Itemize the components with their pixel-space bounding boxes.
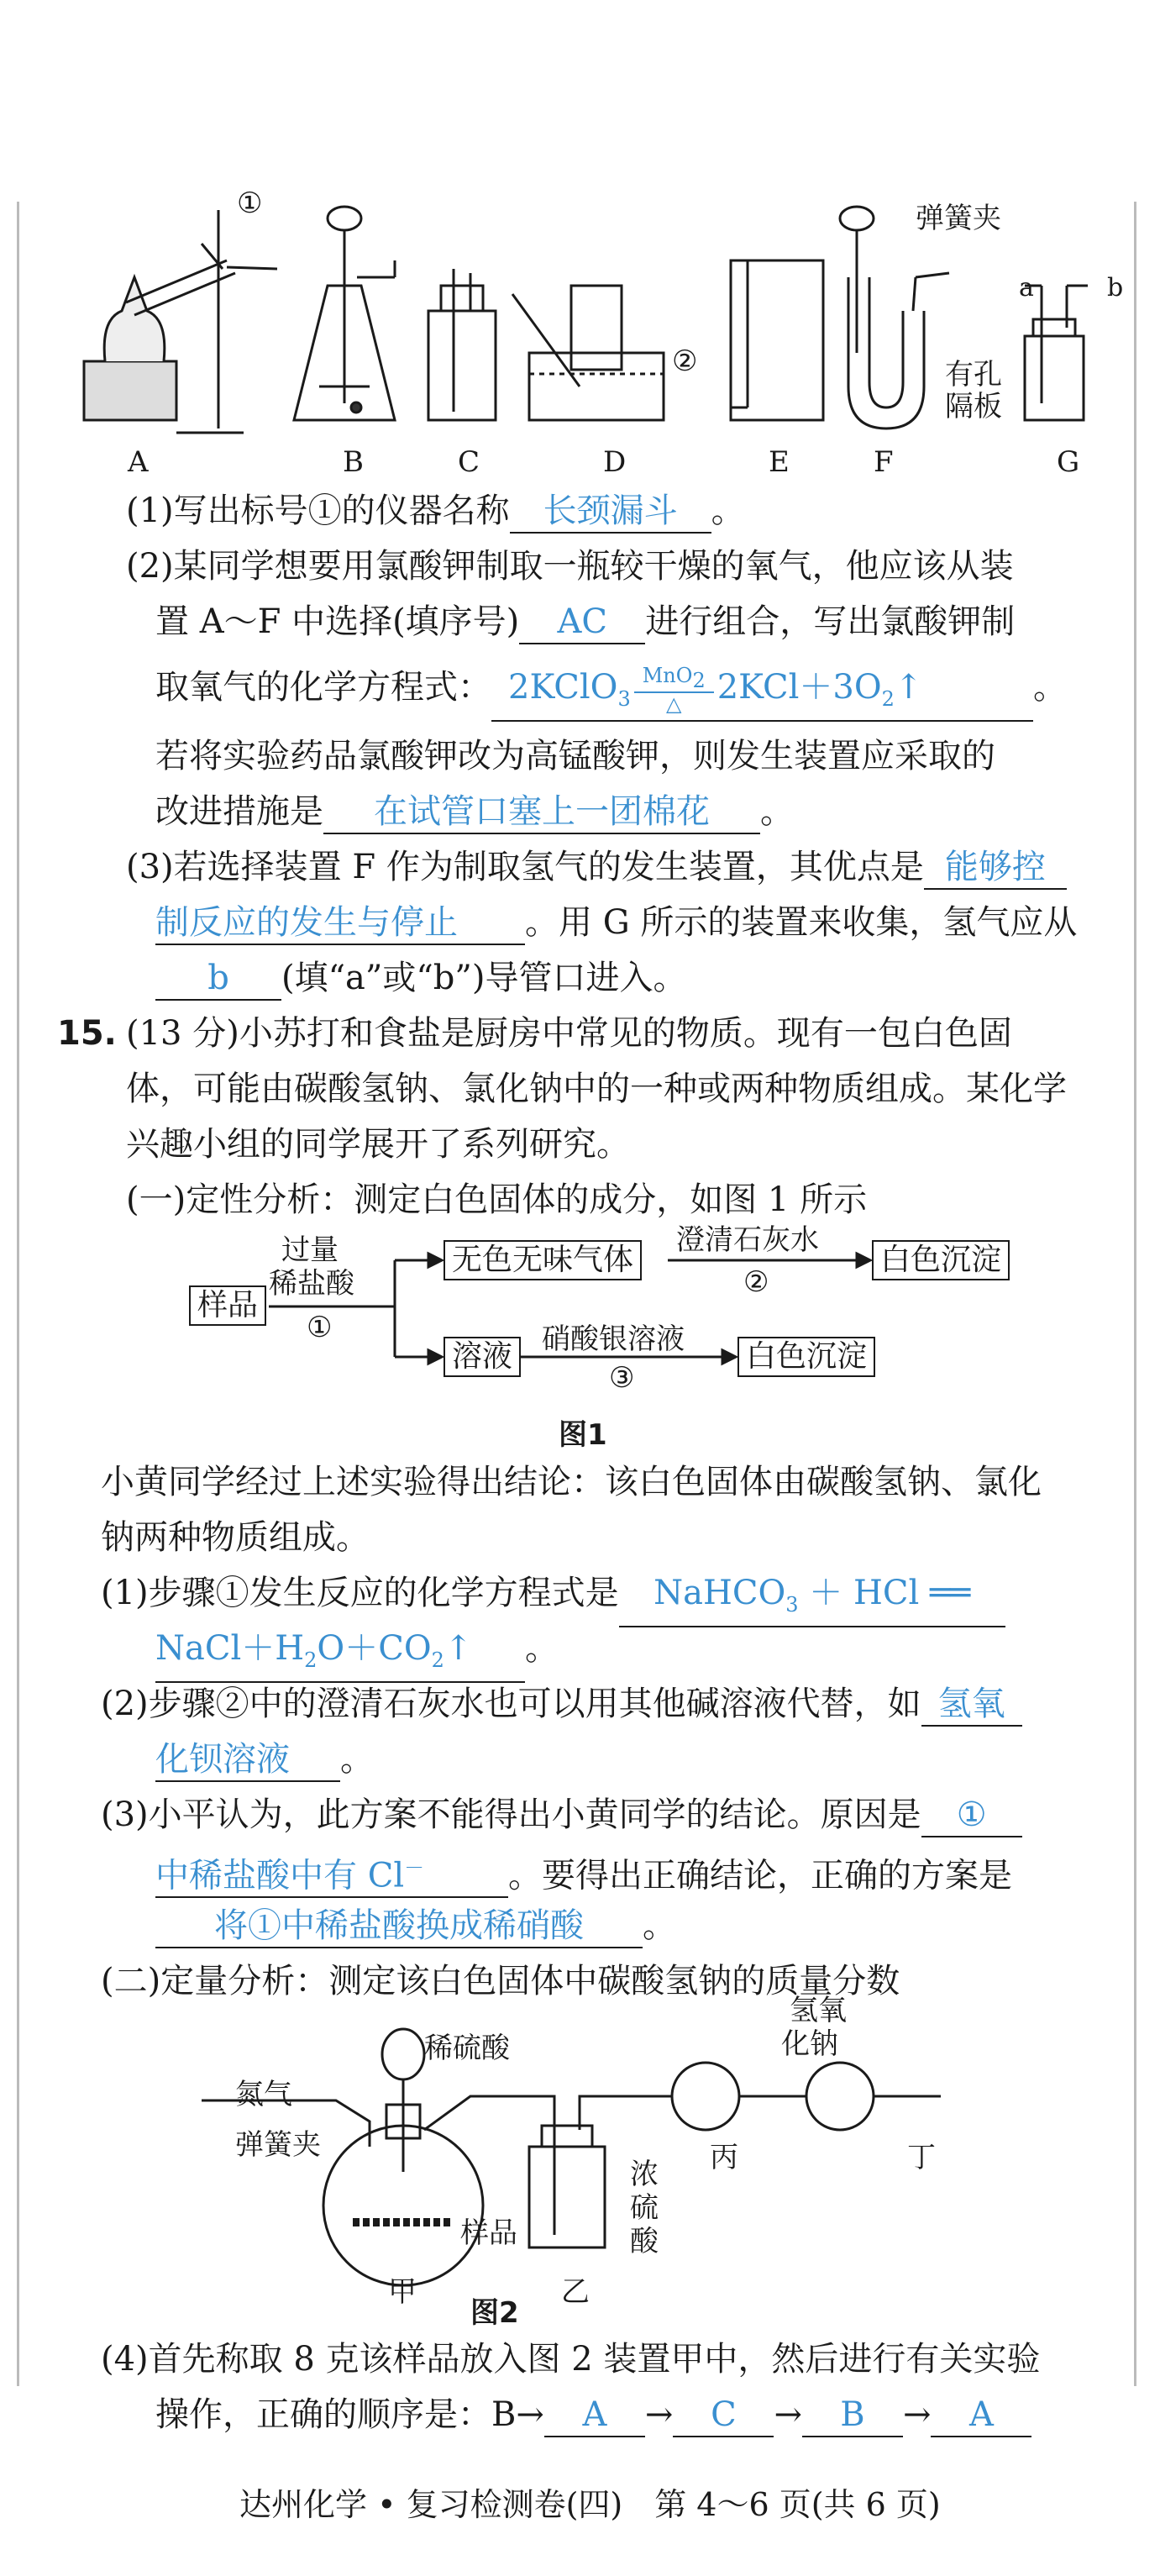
s4-line-1: (4)首先称取 8 克该样品放入图 2 装置甲中，然后进行有关实验 [101,2340,1041,2379]
label-a: A [128,445,149,479]
s1-answer-1: NaHCO$_3$ ＋ HCl ══ [619,1572,1005,1627]
fig2-tube-bing [638,2063,806,2130]
s3-line-1: (3)小平认为，此方案不能得出小黄同学的结论。原因是 ① [101,1791,1022,1838]
q3-line-2: 制反应的发生与停止 。用 G 所示的装置来收集，氢气应从 [155,899,1077,946]
fig2-yi: 乙 [561,2275,590,2309]
s3-answer-1: ① [921,1794,1022,1837]
fig2-bing: 丙 [710,2141,738,2174]
s2-line-2: 化钡溶液 。 [155,1736,374,1783]
fig2-spring-clip: 弹簧夹 [235,2128,321,2162]
callout-porous-1: 有孔 [945,358,1002,392]
q2-line-1: (2)某同学想要用氯酸钾制取一瓶较干燥的氧气，他应该从装 [126,547,1014,586]
label-d: D [603,445,627,479]
q15-line-3: 兴趣小组的同学展开了系列研究。 [126,1125,630,1164]
fig1-gas-box: 无色无味气体 [444,1240,642,1280]
q2-answer-1: AC [519,601,645,644]
s4-answer-3: B [802,2394,903,2437]
fig1-solution-box: 溶液 [444,1337,521,1377]
s1-line-1: (1)步骤①发生反应的化学方程式是 NaHCO$_3$ ＋ HCl ══ [101,1569,1005,1627]
q2-answer-2: 在试管口塞上一团棉花 [323,791,760,834]
fig1-reagent-1b: 稀盐酸 [269,1267,354,1301]
fig2-caption: 图2 [470,2296,519,2330]
fig2-tube-ding [806,2063,941,2130]
q15-line-2: 体，可能由碳酸氢钠、氯化钠中的一种或两种物质组成。某化学 [126,1070,1067,1108]
conclusion-line-2: 钠两种物质组成。 [101,1518,370,1557]
fig2-naoh-2: 化钠 [781,2027,838,2061]
q2-line-2: 置 A～F 中选择(填序号) AC 进行组合，写出氯酸钾制 [155,598,1015,645]
q2-line-5: 改进措施是 在试管口塞上一团棉花 。 [155,788,794,835]
fig1-step-1: ① [307,1311,333,1344]
fig2-acid: 稀硫酸 [424,2032,510,2065]
fig2-naoh-1: 氢氧 [790,1994,847,2027]
q3-line-1: (3)若选择装置 F 作为制取氢气的发生装置，其优点是 能够控 [126,844,1067,891]
s3-answer-2: 中稀盐酸中有 Cl－ [155,1847,508,1898]
fig1-reagent-3: 硝酸银溶液 [542,1322,685,1356]
fig1-reagent-2: 澄清石灰水 [676,1223,819,1257]
fig1-sample-box: 样品 [189,1285,266,1326]
page-footer: 达州化学 • 复习检测卷(四) 第 4～6 页(共 6 页) [239,2486,941,2523]
s2-line-1: (2)步骤②中的澄清石灰水也可以用其他碱溶液代替，如 氢氧 [101,1680,1022,1727]
s1-answer-2: $NaCl+H_2O+CO_2↑$ [155,1627,525,1683]
callout-porous-2: 隔板 [945,390,1002,423]
fig1-step-2: ② [743,1265,769,1299]
fig1-precip-box-1: 白色沉淀 [872,1240,1010,1280]
q15-line-1: (13 分)小苏打和食盐是厨房中常见的物质。现有一包白色固 [126,1014,1012,1053]
label-f: F [874,445,894,479]
s4-answer-4: A [931,2394,1031,2437]
callout-marker-1: ① [237,187,263,220]
fig1-reagent-1a: 过量 [281,1233,339,1267]
fig2-sample: 样品 [460,2216,517,2250]
s4-line-2: 操作，正确的顺序是：B→ A → C → B → A [155,2391,1031,2438]
fig2-conc-1: 浓 [630,2158,659,2191]
q1-line: (1)写出标号①的仪器名称 长颈漏斗 。 [126,487,745,534]
callout-port-b: b [1107,273,1124,302]
s1-line-2: $NaCl+H_2O+CO_2↑$ 。 [155,1625,559,1683]
q3-answer-1a: 能够控 [924,846,1067,890]
q3-line-3: b (填“a”或“b”)导管口进入。 [155,954,686,1001]
fig2-nitrogen: 氮气 [235,2078,292,2111]
q2-line-3: 取氧气的化学方程式： 2KClO$_3$ $\frac{MnO_2}{\triangle}$ $2KCl+3O_2↑$ 。 [155,664,1067,722]
fig1-precip-box-2: 白色沉淀 [737,1337,875,1377]
q3-answer-2: b [155,957,281,1001]
s3-answer-3: 将①中稀盐酸换成稀硝酸 [155,1905,643,1948]
fig1-step-3: ③ [609,1361,635,1395]
fig2-conc-3: 酸 [630,2225,659,2258]
callout-port-a: a [1019,273,1034,302]
label-c: C [458,445,480,479]
q2-equation: 2KClO$_3$ $\frac{MnO_2}{\triangle}$ $2KCl+3O_2↑$ [491,665,1033,722]
conclusion-line-1: 小黄同学经过上述实验得出结论：该白色固体由碳酸氢钠、氯化 [101,1463,1042,1501]
s2-answer-2: 化钡溶液 [155,1738,340,1782]
s4-answer-1: A [544,2394,645,2437]
label-e: E [769,445,790,479]
q1-answer: 长颈漏斗 [510,490,711,534]
fig1-caption: 图1 [559,1418,607,1452]
s4-answer-2: C [673,2394,774,2437]
callout-spring-clip: 弹簧夹 [916,202,1001,235]
q2-equation-condition: $\frac{MnO_2}{\triangle}$ [634,665,714,715]
label-b: B [343,445,364,479]
fig2-jia: 甲 [388,2275,417,2309]
q3-answer-1b: 制反应的发生与停止 [155,902,525,945]
fig2-conc-2: 硫 [630,2191,659,2225]
s3-line-2: 中稀盐酸中有 Cl－ 。要得出正确结论，正确的方案是 [155,1847,1012,1899]
label-g: G [1057,445,1080,479]
s2-answer-1: 氢氧 [921,1683,1022,1727]
s3-line-3: 将①中稀盐酸换成稀硝酸 。 [155,1902,676,1949]
callout-marker-2: ② [672,344,698,378]
part-2-heading: (二)定量分析：测定该白色固体中碳酸氢钠的质量分数 [101,1962,900,2000]
q2-line-4: 若将实验药品氯酸钾改为高锰酸钾，则发生装置应采取的 [155,737,995,775]
q15-part-1: (一)定性分析：测定白色固体的成分，如图 1 所示 [126,1180,868,1219]
q15-number: 15. [57,1014,117,1053]
fig2-ding: 丁 [907,2141,936,2174]
